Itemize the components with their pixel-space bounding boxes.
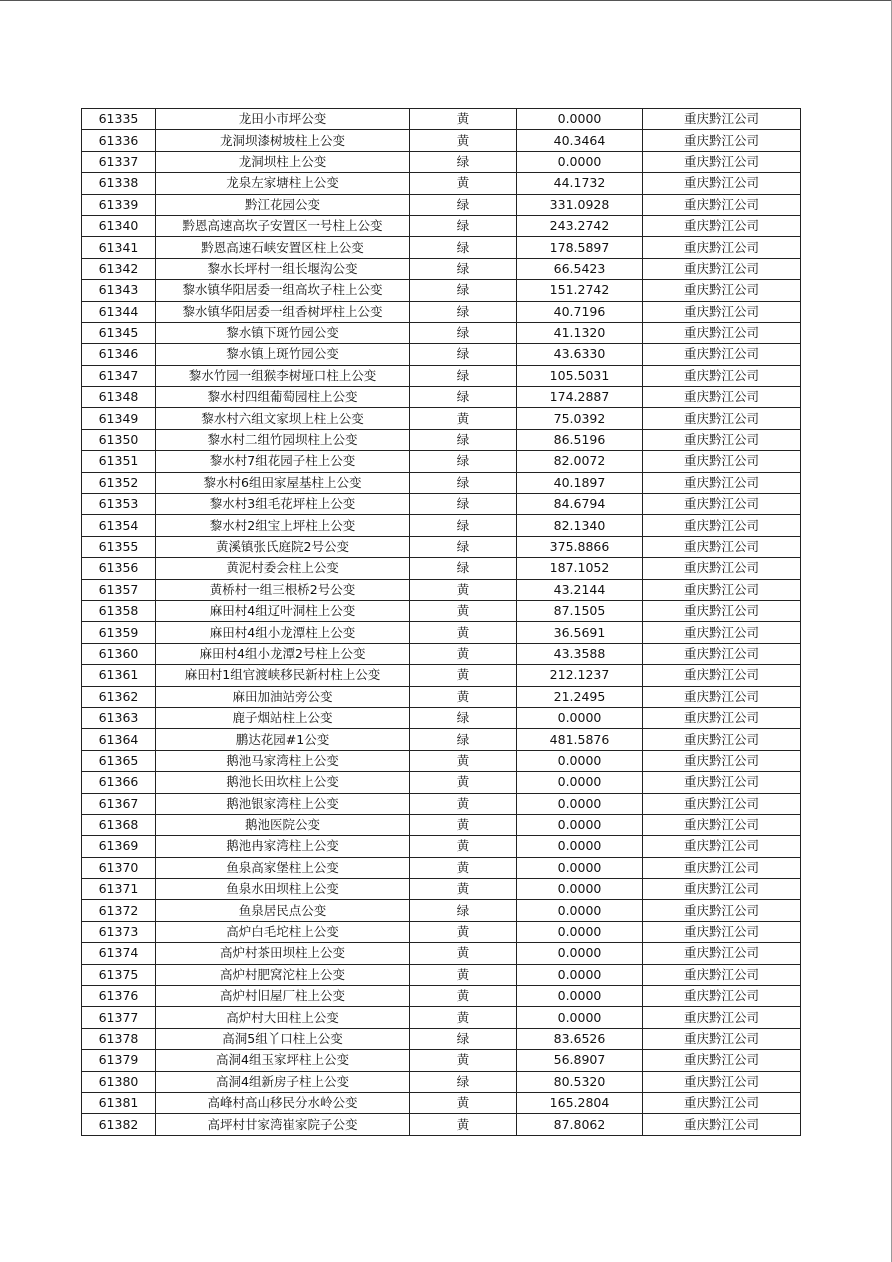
cell-value: 0.0000	[517, 793, 643, 814]
cell-value: 178.5897	[517, 237, 643, 258]
cell-id: 61367	[82, 793, 156, 814]
cell-id: 61360	[82, 643, 156, 664]
cell-company: 重庆黔江公司	[643, 237, 801, 258]
cell-status: 黄	[410, 879, 517, 900]
cell-company: 重庆黔江公司	[643, 258, 801, 279]
table-row	[82, 857, 801, 878]
cell-value: 0.0000	[517, 836, 643, 857]
table-row	[82, 1092, 801, 1113]
cell-id: 61374	[82, 943, 156, 964]
cell-status: 黄	[410, 772, 517, 793]
cell-value: 36.5691	[517, 622, 643, 643]
cell-company: 重庆黔江公司	[643, 1050, 801, 1071]
cell-id: 61351	[82, 451, 156, 472]
cell-name: 麻田村4组小龙潭2号柱上公变	[156, 643, 410, 664]
cell-value: 187.1052	[517, 558, 643, 579]
cell-value: 84.6794	[517, 494, 643, 515]
table-row	[82, 387, 801, 408]
cell-company: 重庆黔江公司	[643, 836, 801, 857]
cell-status: 黄	[410, 130, 517, 151]
cell-id: 61364	[82, 729, 156, 750]
cell-name: 高炉白毛坨柱上公变	[156, 921, 410, 942]
cell-value: 0.0000	[517, 986, 643, 1007]
cell-value: 82.1340	[517, 515, 643, 536]
cell-name: 黎水村3组毛花坪柱上公变	[156, 494, 410, 515]
cell-company: 重庆黔江公司	[643, 1028, 801, 1049]
cell-value: 87.8062	[517, 1114, 643, 1135]
cell-value: 40.7196	[517, 301, 643, 322]
cell-company: 重庆黔江公司	[643, 194, 801, 215]
table-row	[82, 408, 801, 429]
cell-name: 黄泥村委会柱上公变	[156, 558, 410, 579]
cell-name: 黎水镇华阳居委一组香树坪柱上公变	[156, 301, 410, 322]
cell-status: 黄	[410, 643, 517, 664]
cell-id: 61356	[82, 558, 156, 579]
cell-id: 61366	[82, 772, 156, 793]
cell-status: 绿	[410, 365, 517, 386]
table-row	[82, 494, 801, 515]
cell-id: 61362	[82, 686, 156, 707]
cell-value: 56.8907	[517, 1050, 643, 1071]
cell-company: 重庆黔江公司	[643, 494, 801, 515]
cell-company: 重庆黔江公司	[643, 964, 801, 985]
cell-name: 龙洞坝漆树坡柱上公变	[156, 130, 410, 151]
cell-status: 绿	[410, 322, 517, 343]
table-row	[82, 536, 801, 557]
table-row	[82, 707, 801, 728]
cell-value: 80.5320	[517, 1071, 643, 1092]
table-row	[82, 301, 801, 322]
cell-status: 黄	[410, 986, 517, 1007]
cell-status: 黄	[410, 836, 517, 857]
table-row	[82, 322, 801, 343]
page-top-border	[0, 0, 892, 1]
cell-company: 重庆黔江公司	[643, 451, 801, 472]
cell-value: 151.2742	[517, 280, 643, 301]
cell-company: 重庆黔江公司	[643, 643, 801, 664]
cell-value: 0.0000	[517, 750, 643, 771]
cell-value: 481.5876	[517, 729, 643, 750]
cell-company: 重庆黔江公司	[643, 215, 801, 236]
cell-company: 重庆黔江公司	[643, 900, 801, 921]
cell-value: 87.1505	[517, 600, 643, 621]
table-row	[82, 194, 801, 215]
table-row	[82, 237, 801, 258]
cell-name: 鹅池马家湾柱上公变	[156, 750, 410, 771]
cell-id: 61347	[82, 365, 156, 386]
table-row	[82, 836, 801, 857]
cell-id: 61337	[82, 151, 156, 172]
cell-status: 黄	[410, 1092, 517, 1113]
cell-company: 重庆黔江公司	[643, 109, 801, 130]
cell-company: 重庆黔江公司	[643, 1092, 801, 1113]
cell-status: 绿	[410, 1028, 517, 1049]
table-row	[82, 772, 801, 793]
table-row	[82, 622, 801, 643]
cell-status: 黄	[410, 943, 517, 964]
cell-name: 高炉村大田柱上公变	[156, 1007, 410, 1028]
cell-name: 高峰村高山移民分水岭公变	[156, 1092, 410, 1113]
cell-name: 黄溪镇张氏庭院2号公变	[156, 536, 410, 557]
cell-company: 重庆黔江公司	[643, 429, 801, 450]
cell-id: 61381	[82, 1092, 156, 1113]
cell-company: 重庆黔江公司	[643, 1007, 801, 1028]
cell-status: 黄	[410, 1050, 517, 1071]
cell-name: 黎水镇下斑竹园公变	[156, 322, 410, 343]
cell-id: 61382	[82, 1114, 156, 1135]
cell-name: 黎水竹园一组猴李树垭口柱上公变	[156, 365, 410, 386]
table-row	[82, 1071, 801, 1092]
cell-value: 375.8866	[517, 536, 643, 557]
table-row	[82, 280, 801, 301]
cell-name: 麻田村1组官渡峡移民新村柱上公变	[156, 665, 410, 686]
cell-status: 黄	[410, 665, 517, 686]
cell-value: 0.0000	[517, 900, 643, 921]
table-row	[82, 879, 801, 900]
cell-company: 重庆黔江公司	[643, 707, 801, 728]
cell-company: 重庆黔江公司	[643, 579, 801, 600]
table-row	[82, 344, 801, 365]
table-row	[82, 900, 801, 921]
cell-name: 黎水村二组竹园坝柱上公变	[156, 429, 410, 450]
cell-name: 鹅池冉家湾柱上公变	[156, 836, 410, 857]
cell-value: 105.5031	[517, 365, 643, 386]
cell-id: 61370	[82, 857, 156, 878]
table-row	[82, 558, 801, 579]
cell-status: 绿	[410, 215, 517, 236]
table-row	[82, 579, 801, 600]
cell-company: 重庆黔江公司	[643, 921, 801, 942]
cell-value: 40.1897	[517, 472, 643, 493]
table-row	[82, 429, 801, 450]
cell-status: 绿	[410, 515, 517, 536]
cell-id: 61361	[82, 665, 156, 686]
cell-id: 61375	[82, 964, 156, 985]
cell-status: 黄	[410, 793, 517, 814]
cell-id: 61376	[82, 986, 156, 1007]
cell-status: 绿	[410, 151, 517, 172]
table-row	[82, 258, 801, 279]
cell-id: 61342	[82, 258, 156, 279]
cell-id: 61354	[82, 515, 156, 536]
cell-status: 黄	[410, 579, 517, 600]
table-row	[82, 600, 801, 621]
cell-value: 83.6526	[517, 1028, 643, 1049]
cell-status: 绿	[410, 536, 517, 557]
cell-company: 重庆黔江公司	[643, 558, 801, 579]
cell-name: 高洞4组新房子柱上公变	[156, 1071, 410, 1092]
cell-status: 绿	[410, 237, 517, 258]
cell-name: 黎水村四组葡萄园柱上公变	[156, 387, 410, 408]
cell-name: 高炉村旧屋厂柱上公变	[156, 986, 410, 1007]
cell-value: 0.0000	[517, 857, 643, 878]
cell-name: 黎水村六组文家坝上柱上公变	[156, 408, 410, 429]
cell-value: 331.0928	[517, 194, 643, 215]
cell-name: 鱼泉高家堡柱上公变	[156, 857, 410, 878]
cell-name: 麻田村4组辽叶洞柱上公变	[156, 600, 410, 621]
cell-company: 重庆黔江公司	[643, 772, 801, 793]
cell-value: 86.5196	[517, 429, 643, 450]
cell-value: 75.0392	[517, 408, 643, 429]
cell-company: 重庆黔江公司	[643, 322, 801, 343]
cell-company: 重庆黔江公司	[643, 857, 801, 878]
cell-value: 174.2887	[517, 387, 643, 408]
cell-status: 绿	[410, 707, 517, 728]
cell-id: 61355	[82, 536, 156, 557]
table-row	[82, 1050, 801, 1071]
cell-value: 41.1320	[517, 322, 643, 343]
cell-status: 黄	[410, 921, 517, 942]
cell-value: 0.0000	[517, 964, 643, 985]
cell-value: 212.1237	[517, 665, 643, 686]
table-row	[82, 814, 801, 835]
cell-name: 麻田加油站旁公变	[156, 686, 410, 707]
cell-company: 重庆黔江公司	[643, 344, 801, 365]
cell-company: 重庆黔江公司	[643, 1114, 801, 1135]
cell-status: 黄	[410, 600, 517, 621]
cell-name: 鱼泉水田坝柱上公变	[156, 879, 410, 900]
table-row	[82, 986, 801, 1007]
cell-status: 黄	[410, 408, 517, 429]
cell-name: 龙田小市坪公变	[156, 109, 410, 130]
cell-value: 40.3464	[517, 130, 643, 151]
table-row	[82, 173, 801, 194]
cell-id: 61358	[82, 600, 156, 621]
cell-company: 重庆黔江公司	[643, 151, 801, 172]
cell-status: 绿	[410, 900, 517, 921]
cell-value: 43.2144	[517, 579, 643, 600]
table-row	[82, 215, 801, 236]
cell-id: 61357	[82, 579, 156, 600]
cell-name: 龙洞坝柱上公变	[156, 151, 410, 172]
cell-status: 黄	[410, 814, 517, 835]
cell-name: 鹅池长田坎柱上公变	[156, 772, 410, 793]
cell-status: 绿	[410, 280, 517, 301]
cell-name: 龙泉左家塘柱上公变	[156, 173, 410, 194]
cell-company: 重庆黔江公司	[643, 408, 801, 429]
cell-id: 61369	[82, 836, 156, 857]
cell-status: 绿	[410, 558, 517, 579]
cell-name: 黎水村7组花园子柱上公变	[156, 451, 410, 472]
cell-status: 黄	[410, 857, 517, 878]
cell-name: 鹅池医院公变	[156, 814, 410, 835]
cell-id: 61368	[82, 814, 156, 835]
cell-name: 黎水村2组宝上坪柱上公变	[156, 515, 410, 536]
cell-name: 麻田村4组小龙潭柱上公变	[156, 622, 410, 643]
cell-name: 黎水村6组田家屋基柱上公变	[156, 472, 410, 493]
cell-name: 黎水镇上斑竹园公变	[156, 344, 410, 365]
cell-name: 高坪村甘家湾崔家院子公变	[156, 1114, 410, 1135]
cell-status: 绿	[410, 344, 517, 365]
cell-value: 0.0000	[517, 151, 643, 172]
table-row	[82, 729, 801, 750]
cell-status: 绿	[410, 429, 517, 450]
cell-company: 重庆黔江公司	[643, 472, 801, 493]
cell-status: 绿	[410, 494, 517, 515]
cell-status: 绿	[410, 1071, 517, 1092]
cell-id: 61378	[82, 1028, 156, 1049]
cell-status: 黄	[410, 1114, 517, 1135]
cell-id: 61348	[82, 387, 156, 408]
cell-id: 61380	[82, 1071, 156, 1092]
cell-id: 61373	[82, 921, 156, 942]
cell-status: 绿	[410, 258, 517, 279]
cell-company: 重庆黔江公司	[643, 814, 801, 835]
cell-company: 重庆黔江公司	[643, 1071, 801, 1092]
cell-company: 重庆黔江公司	[643, 750, 801, 771]
cell-company: 重庆黔江公司	[643, 173, 801, 194]
cell-id: 61336	[82, 130, 156, 151]
cell-name: 黔江花园公变	[156, 194, 410, 215]
cell-id: 61353	[82, 494, 156, 515]
cell-id: 61338	[82, 173, 156, 194]
cell-value: 0.0000	[517, 1007, 643, 1028]
cell-company: 重庆黔江公司	[643, 793, 801, 814]
table-row	[82, 793, 801, 814]
cell-value: 0.0000	[517, 109, 643, 130]
cell-id: 61372	[82, 900, 156, 921]
cell-company: 重庆黔江公司	[643, 986, 801, 1007]
table-body	[82, 109, 801, 1136]
cell-id: 61343	[82, 280, 156, 301]
transformer-table	[81, 108, 801, 1136]
cell-name: 黔恩高速石峡安置区柱上公变	[156, 237, 410, 258]
cell-value: 0.0000	[517, 707, 643, 728]
cell-company: 重庆黔江公司	[643, 729, 801, 750]
cell-id: 61371	[82, 879, 156, 900]
cell-status: 绿	[410, 451, 517, 472]
table-row	[82, 109, 801, 130]
cell-value: 21.2495	[517, 686, 643, 707]
cell-status: 黄	[410, 1007, 517, 1028]
cell-value: 0.0000	[517, 943, 643, 964]
table-row	[82, 151, 801, 172]
cell-value: 0.0000	[517, 772, 643, 793]
cell-value: 0.0000	[517, 814, 643, 835]
cell-value: 0.0000	[517, 879, 643, 900]
cell-company: 重庆黔江公司	[643, 665, 801, 686]
table-row	[82, 943, 801, 964]
cell-status: 绿	[410, 472, 517, 493]
cell-company: 重庆黔江公司	[643, 301, 801, 322]
cell-status: 绿	[410, 387, 517, 408]
table-row	[82, 130, 801, 151]
cell-company: 重庆黔江公司	[643, 515, 801, 536]
cell-value: 165.2804	[517, 1092, 643, 1113]
cell-status: 黄	[410, 964, 517, 985]
cell-value: 82.0072	[517, 451, 643, 472]
cell-status: 黄	[410, 622, 517, 643]
cell-status: 黄	[410, 109, 517, 130]
cell-name: 鹏达花园#1公变	[156, 729, 410, 750]
cell-id: 61352	[82, 472, 156, 493]
table-row	[82, 451, 801, 472]
cell-company: 重庆黔江公司	[643, 600, 801, 621]
cell-name: 黎水镇华阳居委一组高坎子柱上公变	[156, 280, 410, 301]
cell-id: 61350	[82, 429, 156, 450]
cell-company: 重庆黔江公司	[643, 387, 801, 408]
cell-name: 黄桥村一组三根桥2号公变	[156, 579, 410, 600]
cell-name: 高炉村茶田坝柱上公变	[156, 943, 410, 964]
table-row	[82, 365, 801, 386]
cell-status: 黄	[410, 750, 517, 771]
cell-id: 61335	[82, 109, 156, 130]
cell-status: 绿	[410, 729, 517, 750]
cell-status: 黄	[410, 173, 517, 194]
cell-id: 61377	[82, 1007, 156, 1028]
cell-company: 重庆黔江公司	[643, 536, 801, 557]
cell-value: 66.5423	[517, 258, 643, 279]
cell-status: 黄	[410, 686, 517, 707]
table-row	[82, 665, 801, 686]
cell-name: 高洞4组玉家坪柱上公变	[156, 1050, 410, 1071]
cell-id: 61349	[82, 408, 156, 429]
cell-id: 61345	[82, 322, 156, 343]
cell-id: 61346	[82, 344, 156, 365]
cell-company: 重庆黔江公司	[643, 130, 801, 151]
table-row	[82, 472, 801, 493]
cell-company: 重庆黔江公司	[643, 686, 801, 707]
table-row	[82, 1028, 801, 1049]
cell-id: 61344	[82, 301, 156, 322]
table-row	[82, 686, 801, 707]
table-row	[82, 643, 801, 664]
table-row	[82, 921, 801, 942]
cell-id: 61365	[82, 750, 156, 771]
cell-company: 重庆黔江公司	[643, 943, 801, 964]
cell-status: 绿	[410, 194, 517, 215]
cell-value: 243.2742	[517, 215, 643, 236]
cell-name: 鹅池银家湾柱上公变	[156, 793, 410, 814]
cell-id: 61359	[82, 622, 156, 643]
cell-name: 黎水长坪村一组长堰沟公变	[156, 258, 410, 279]
cell-name: 鱼泉居民点公变	[156, 900, 410, 921]
table-row	[82, 964, 801, 985]
table-row	[82, 515, 801, 536]
cell-name: 黔恩高速高坎子安置区一号柱上公变	[156, 215, 410, 236]
cell-name: 鹿子烟站柱上公变	[156, 707, 410, 728]
cell-company: 重庆黔江公司	[643, 622, 801, 643]
cell-company: 重庆黔江公司	[643, 365, 801, 386]
cell-value: 0.0000	[517, 921, 643, 942]
cell-value: 43.3588	[517, 643, 643, 664]
cell-value: 43.6330	[517, 344, 643, 365]
cell-company: 重庆黔江公司	[643, 280, 801, 301]
table-row	[82, 750, 801, 771]
cell-id: 61363	[82, 707, 156, 728]
cell-id: 61340	[82, 215, 156, 236]
cell-id: 61379	[82, 1050, 156, 1071]
cell-id: 61341	[82, 237, 156, 258]
table-row	[82, 1007, 801, 1028]
cell-name: 高炉村肥窝沱柱上公变	[156, 964, 410, 985]
cell-status: 绿	[410, 301, 517, 322]
cell-company: 重庆黔江公司	[643, 879, 801, 900]
table-row	[82, 1114, 801, 1135]
cell-id: 61339	[82, 194, 156, 215]
cell-value: 44.1732	[517, 173, 643, 194]
cell-name: 高洞5组丫口柱上公变	[156, 1028, 410, 1049]
